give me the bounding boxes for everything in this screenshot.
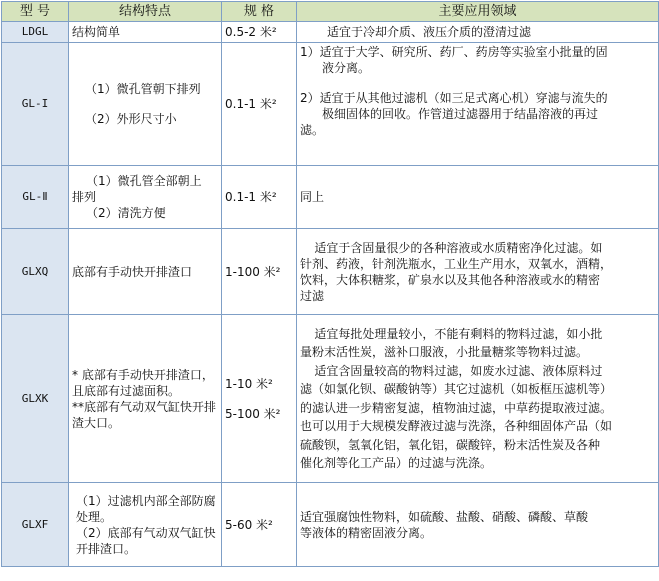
feature-line: （1）过滤机内部全部防腐处理。 xyxy=(76,493,216,524)
spec-cell: 5-60 米² xyxy=(222,483,297,567)
application-cell xyxy=(297,43,659,166)
spec-cell: 1-100 米² xyxy=(222,229,297,315)
application-line: 量粉末活性炭，滋补口服液，小批量糖浆等物料过滤。 xyxy=(300,345,589,359)
application-text: 适宜于冷却介质、液压介质的澄清过滤 xyxy=(327,25,532,39)
spec-cell: 0.1-1 米² xyxy=(222,43,297,166)
model-cell: GL-I xyxy=(2,43,69,166)
application-cell xyxy=(297,483,659,567)
table-row-glxf xyxy=(2,483,659,567)
model-cell: LDGL xyxy=(2,22,69,43)
application-line: 适宜于含固量很少的各种溶液或水质精密净化过滤。如 xyxy=(314,240,603,255)
application-line: 等液体的精密固液分离。 xyxy=(300,525,433,540)
application-cell: 同上 xyxy=(297,166,659,229)
feature-line: **底部有气动双气缸快开排渣大口。 xyxy=(72,399,217,430)
table-row-glxk xyxy=(2,315,659,483)
application-cell xyxy=(297,229,659,315)
application-line: 液分离。 xyxy=(322,61,371,75)
feature-line: （2）底部有气动双气缸快开排渣口。 xyxy=(76,525,216,556)
filter-spec-table xyxy=(1,1,659,567)
model-cell: GLXK xyxy=(2,315,69,483)
application-line: 极细固体的回收。作管道过滤器用于结晶溶液的再过 xyxy=(322,107,599,121)
table-row-ldgl xyxy=(2,22,659,43)
feature-line: （2）清洗方便 xyxy=(86,206,166,220)
table-row-gl2 xyxy=(2,166,659,229)
feature-cell xyxy=(69,315,222,483)
application-line: 的滤认进一步精密复滤，植物油过滤，中草药提取液过滤。 xyxy=(300,400,613,415)
application-line: 适宜每批处理量较小，不能有剩料的物料过滤，如小批 xyxy=(314,326,603,341)
feature-line: （2）外形尺寸小 xyxy=(85,112,177,126)
application-line: 滤（如氯化钡、碳酸钠等）其它过滤机（如板框压滤机等） xyxy=(300,382,613,396)
application-line: 过滤 xyxy=(300,288,325,303)
table-row-gl1 xyxy=(2,43,659,166)
application-line: 滤。 xyxy=(300,123,325,137)
feature-cell: 结构简单 xyxy=(69,22,222,43)
header-model: 型 号 xyxy=(2,2,69,22)
feature-line: 排列 xyxy=(72,190,97,204)
feature-line: （1）微孔管朝下排列 xyxy=(85,82,201,96)
header-row xyxy=(2,2,659,22)
application-line: 硫酸钡，氢氧化铝，氧化铝，碳酸锌，粉末活性炭及各种 xyxy=(300,437,601,452)
spec-line: 1-10 米² xyxy=(225,376,273,391)
feature-cell xyxy=(69,43,222,166)
feature-cell xyxy=(69,166,222,229)
header-spec: 规 格 xyxy=(222,2,297,22)
header-feature: 结构特点 xyxy=(69,2,222,22)
application-line: 催化剂等化工产品）的过滤与洗涤。 xyxy=(300,456,493,470)
application-line: 1）适宜于大学、研究所、药厂、药房等实验室小批量的固 xyxy=(300,45,608,59)
feature-cell xyxy=(69,483,222,567)
application-cell xyxy=(297,315,659,483)
spec-cell xyxy=(222,315,297,483)
application-line: 2）适宜于从其他过滤机（如三足式离心机）穿滤与流失的 xyxy=(300,91,608,105)
application-line: 饮料，大体积糖浆，矿泉水以及其他各种溶液或水的精密 xyxy=(300,272,601,287)
application-line: 适宜含固量较高的物料过滤，如废水过滤、液体原料过 xyxy=(314,363,603,378)
feature-line: （1）微孔管全部朝上 xyxy=(86,174,202,188)
spec-line: 5-100 米² xyxy=(225,406,281,421)
spec-cell: 0.5-2 米² xyxy=(222,22,297,43)
model-cell: GL-Ⅱ xyxy=(2,166,69,229)
feature-cell: 底部有手动快开排渣口 xyxy=(69,229,222,315)
header-application: 主要应用领域 xyxy=(297,2,659,22)
application-line: 适宜强腐蚀性物料，如硫酸、盐酸、硝酸、磷酸、草酸 xyxy=(300,509,589,524)
feature-line: * 底部有手动快开排渣口，且底部有过滤面积。 xyxy=(72,367,214,398)
application-cell xyxy=(297,22,659,43)
application-line: 针剂、药液，针剂洗瓶水，工业生产用水，双氧水，酒精， xyxy=(300,256,613,271)
application-line: 也可以用于大规模发酵液过滤与洗涤，各种细固体产品（如 xyxy=(300,419,613,433)
table-row-glxq xyxy=(2,229,659,315)
model-cell: GLXQ xyxy=(2,229,69,315)
spec-cell: 0.1-1 米² xyxy=(222,166,297,229)
model-cell: GLXF xyxy=(2,483,69,567)
